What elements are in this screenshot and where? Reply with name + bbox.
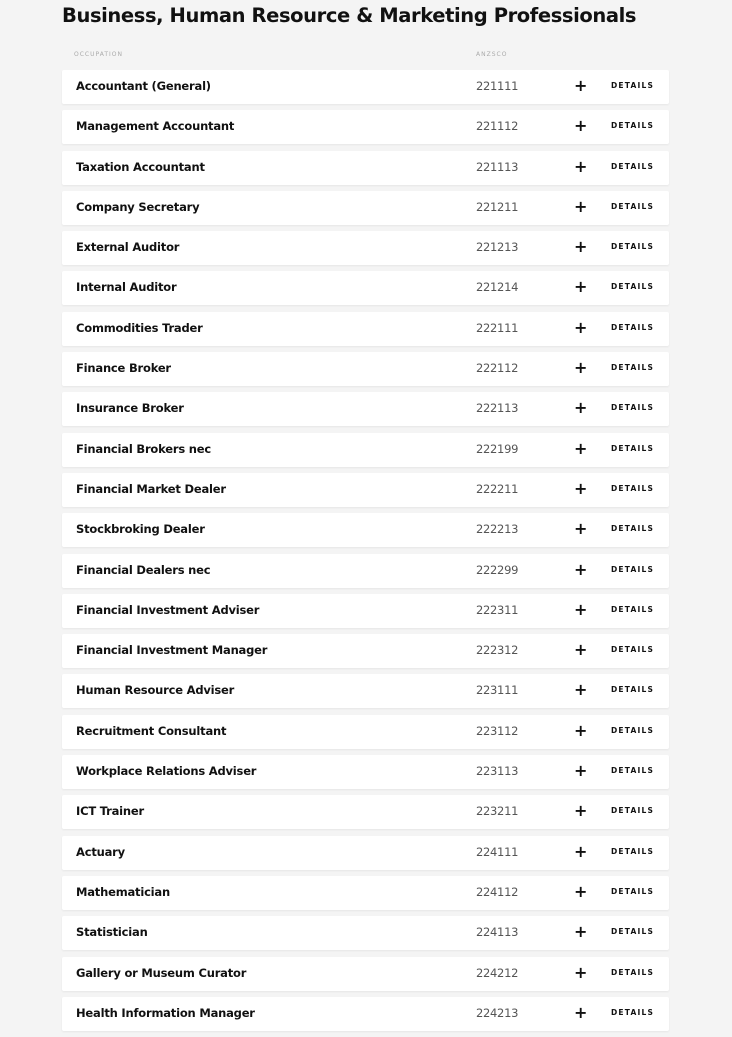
column-header-anzsco: ANZSCO [476, 51, 508, 58]
plus-icon[interactable]: + [574, 841, 588, 861]
anzsco-code: 222213 [476, 522, 519, 537]
plus-icon[interactable]: + [574, 680, 588, 700]
occupation-name: Financial Brokers nec [76, 441, 211, 456]
occupation-name: Human Resource Adviser [76, 683, 235, 698]
details-button[interactable]: DETAILS [611, 443, 655, 453]
page-title: Business, Human Resource & Marketing Professionals [62, 4, 637, 27]
occupation-name: Health Information Manager [76, 1005, 255, 1020]
plus-icon[interactable]: + [574, 881, 588, 901]
anzsco-code: 221113 [476, 159, 519, 174]
anzsco-code: 224111 [476, 844, 519, 859]
table-row[interactable] [62, 513, 669, 547]
plus-icon[interactable]: + [574, 398, 588, 418]
occupation-name: Financial Market Dealer [76, 481, 226, 496]
details-button[interactable]: DETAILS [611, 766, 655, 776]
occupation-name: Internal Auditor [76, 280, 177, 295]
plus-icon[interactable]: + [574, 76, 588, 95]
plus-icon[interactable]: + [574, 478, 588, 498]
table-row[interactable] [62, 110, 669, 144]
details-button[interactable]: DETAILS [611, 121, 655, 131]
occupation-name: Financial Investment Adviser [76, 602, 260, 617]
occupation-name: Mathematician [76, 884, 170, 899]
table-row[interactable] [62, 231, 669, 265]
occupation-name: Insurance Broker [76, 401, 184, 416]
table-row[interactable] [62, 151, 669, 185]
anzsco-code: 221111 [476, 79, 519, 93]
anzsco-code: 221112 [476, 119, 519, 134]
plus-icon[interactable]: + [574, 519, 588, 539]
anzsco-code: 222299 [476, 562, 519, 577]
anzsco-code: 223112 [476, 723, 519, 738]
details-button[interactable]: DETAILS [611, 645, 655, 655]
plus-icon[interactable]: + [574, 559, 588, 579]
occupation-name: Stockbroking Dealer [76, 522, 205, 537]
details-button[interactable]: DETAILS [611, 322, 655, 332]
occupation-name: Accountant (General) [76, 79, 211, 93]
anzsco-code: 224113 [476, 925, 519, 940]
occupation-name: Financial Investment Manager [76, 643, 268, 658]
table-row[interactable] [62, 997, 669, 1031]
details-button[interactable]: DETAILS [611, 161, 655, 171]
occupation-name: Statistician [76, 925, 148, 940]
details-button[interactable]: DETAILS [611, 806, 655, 816]
table-row[interactable] [62, 473, 669, 507]
details-button[interactable]: DETAILS [611, 201, 655, 211]
table-row[interactable] [62, 70, 669, 104]
table-row[interactable] [62, 916, 669, 950]
plus-icon[interactable]: + [574, 640, 588, 660]
anzsco-code: 224212 [476, 965, 519, 980]
anzsco-code: 223211 [476, 804, 519, 819]
anzsco-code: 222111 [476, 320, 519, 335]
plus-icon[interactable]: + [574, 1002, 588, 1022]
details-button[interactable]: DETAILS [611, 564, 655, 574]
plus-icon[interactable]: + [574, 317, 588, 337]
anzsco-code: 223111 [476, 683, 519, 698]
table-row[interactable] [62, 312, 669, 346]
details-button[interactable]: DETAILS [611, 685, 655, 695]
anzsco-code: 221214 [476, 280, 519, 295]
plus-icon[interactable]: + [574, 277, 588, 297]
occupation-name: External Auditor [76, 240, 180, 255]
table-row[interactable] [62, 594, 669, 628]
details-button[interactable]: DETAILS [611, 1007, 655, 1017]
occupation-name: Taxation Accountant [76, 159, 205, 174]
anzsco-code: 222312 [476, 643, 519, 658]
plus-icon[interactable]: + [574, 599, 588, 619]
plus-icon[interactable]: + [574, 196, 588, 216]
occupation-name: Actuary [76, 844, 125, 859]
occupation-name: Commodities Trader [76, 320, 203, 335]
anzsco-code: 224213 [476, 1005, 519, 1020]
plus-icon[interactable]: + [574, 720, 588, 740]
details-button[interactable]: DETAILS [611, 886, 655, 896]
occupation-name: Gallery or Museum Curator [76, 965, 247, 980]
plus-icon[interactable]: + [574, 156, 588, 176]
anzsco-code: 221211 [476, 199, 519, 214]
plus-icon[interactable]: + [574, 237, 588, 257]
anzsco-code: 222112 [476, 361, 519, 376]
occupation-name: Company Secretary [76, 199, 200, 214]
details-button[interactable]: DETAILS [611, 524, 655, 534]
anzsco-code: 221213 [476, 240, 519, 255]
table-row[interactable] [62, 957, 669, 991]
anzsco-code: 224112 [476, 884, 519, 899]
table-row[interactable] [62, 715, 669, 749]
details-button[interactable]: DETAILS [611, 282, 655, 292]
table-row[interactable] [62, 352, 669, 386]
table-row[interactable] [62, 433, 669, 467]
plus-icon[interactable]: + [574, 358, 588, 378]
occupation-name: Financial Dealers nec [76, 562, 211, 577]
details-button[interactable]: DETAILS [611, 604, 655, 614]
occupation-name: Finance Broker [76, 361, 171, 376]
plus-icon[interactable]: + [574, 922, 588, 942]
plus-icon[interactable]: + [574, 438, 588, 458]
details-button[interactable]: DETAILS [611, 403, 655, 413]
occupation-name: Recruitment Consultant [76, 723, 227, 738]
details-button[interactable]: DETAILS [611, 927, 655, 937]
occupation-name: Workplace Relations Adviser [76, 764, 257, 779]
table-row[interactable] [62, 836, 669, 870]
anzsco-code: 222113 [476, 401, 519, 416]
table-row[interactable] [62, 392, 669, 426]
table-row[interactable] [62, 271, 669, 305]
details-button[interactable]: DETAILS [611, 846, 655, 856]
table-row[interactable] [62, 876, 669, 910]
details-button[interactable]: DETAILS [611, 967, 655, 977]
anzsco-code: 222199 [476, 441, 519, 456]
occupation-name: Management Accountant [76, 119, 235, 134]
details-button[interactable]: DETAILS [611, 483, 655, 493]
plus-icon[interactable]: + [574, 962, 588, 982]
anzsco-code: 222211 [476, 481, 519, 496]
table-row[interactable] [62, 554, 669, 588]
table-row[interactable] [62, 634, 669, 668]
details-button[interactable]: DETAILS [611, 363, 655, 373]
column-header-occupation: OCCUPATION [74, 51, 124, 58]
details-button[interactable]: DETAILS [611, 81, 655, 90]
table-row[interactable] [62, 674, 669, 708]
anzsco-code: 222311 [476, 602, 519, 617]
plus-icon[interactable]: + [574, 761, 588, 781]
details-button[interactable]: DETAILS [611, 242, 655, 252]
occupation-name: ICT Trainer [76, 804, 144, 819]
plus-icon[interactable]: + [574, 116, 588, 136]
table-row[interactable] [62, 795, 669, 829]
plus-icon[interactable]: + [574, 801, 588, 821]
details-button[interactable]: DETAILS [611, 725, 655, 735]
table-row[interactable] [62, 755, 669, 789]
anzsco-code: 223113 [476, 764, 519, 779]
table-row[interactable] [62, 191, 669, 225]
occupation-list [62, 70, 669, 1037]
